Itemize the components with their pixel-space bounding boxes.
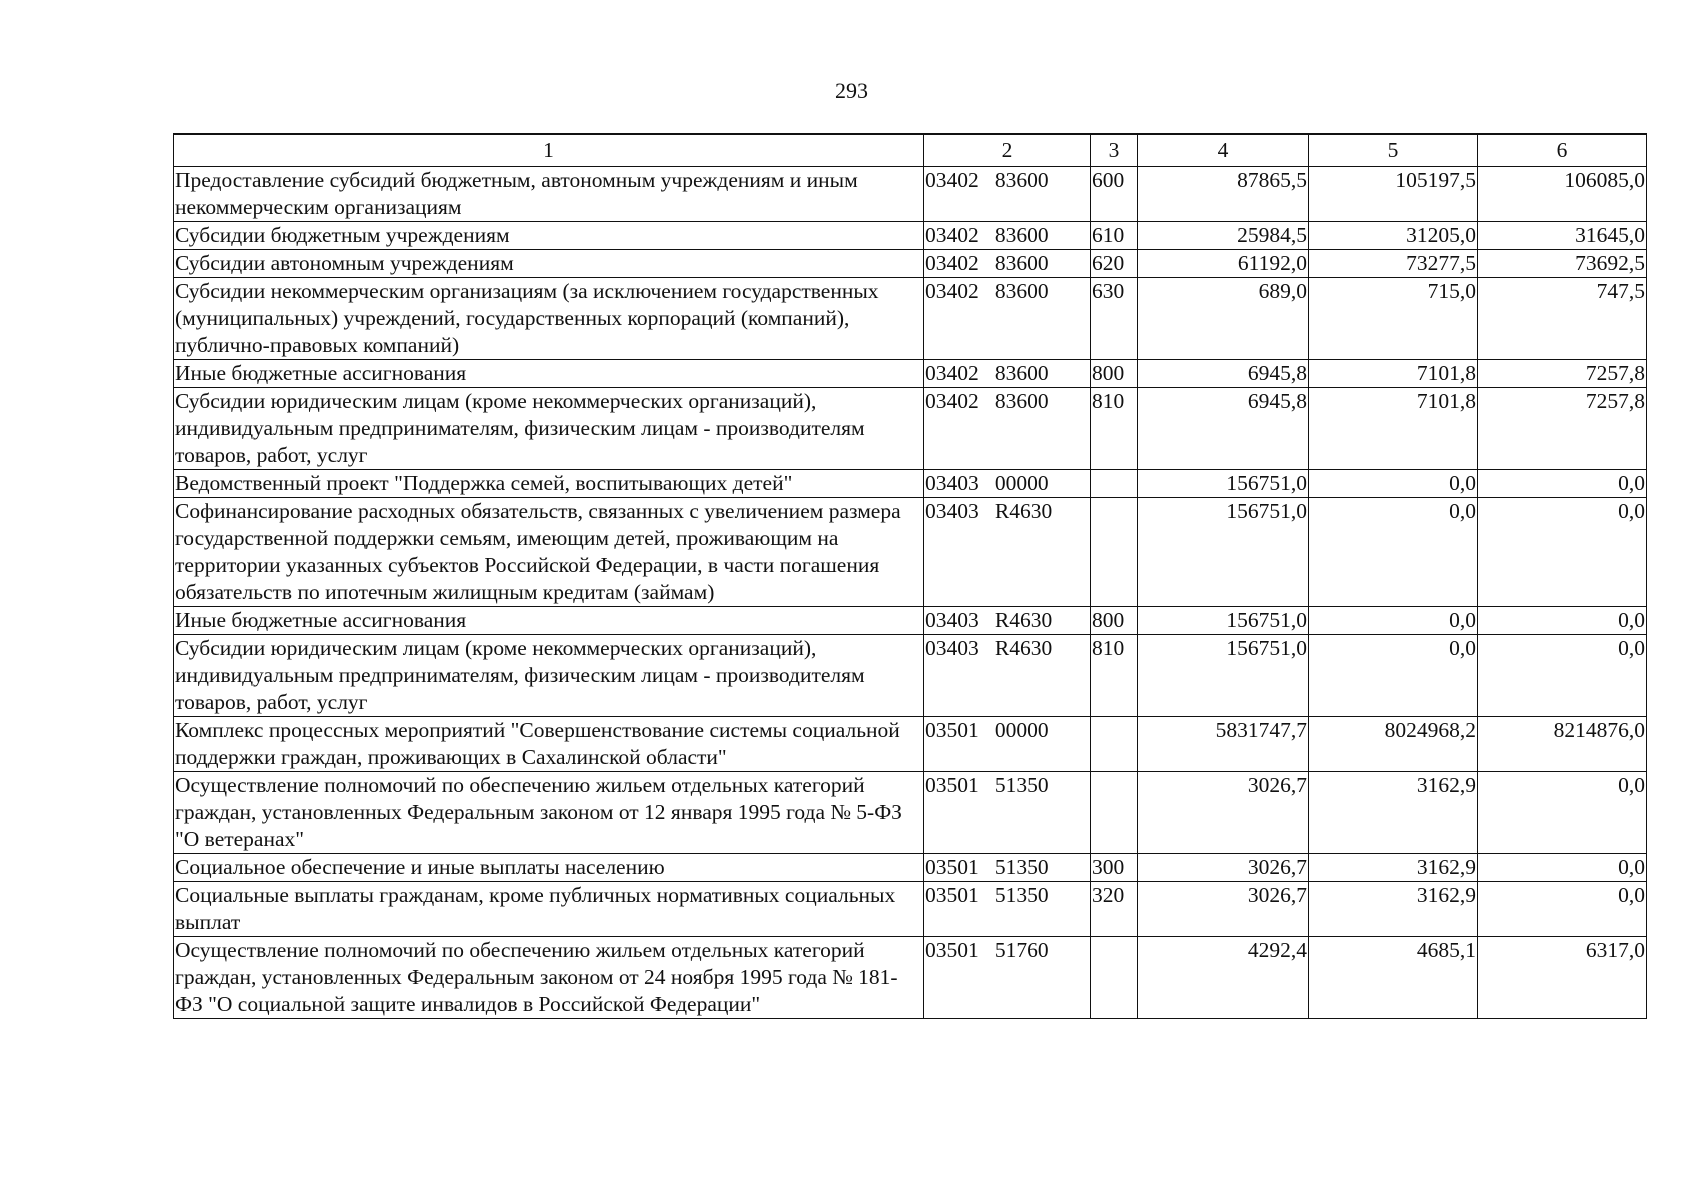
row-name: Субсидии юридическим лицам (кроме некоммерческих организаций), индивидуальным предпринимателям, физическим лицам - производителям товаров, работ, услуг: [174, 635, 924, 717]
row-value-col6: 0,0: [1478, 882, 1647, 937]
row-code: 03402 83600: [924, 250, 1091, 278]
row-value-col5: 7101,8: [1309, 388, 1478, 470]
row-expense-type: 810: [1091, 388, 1138, 470]
header-col-6: 6: [1478, 134, 1647, 167]
row-code: 03403 R4630: [924, 635, 1091, 717]
row-value-col4: 5831747,7: [1138, 717, 1309, 772]
row-name: Осуществление полномочий по обеспечению жильем отдельных категорий граждан, установленных Федеральным законом от 24 ноября 1995 года № 181-ФЗ "О социальной защите инвалидов в Российской Федерации": [174, 937, 924, 1019]
row-expense-type: 800: [1091, 607, 1138, 635]
row-code: 03501 51350: [924, 854, 1091, 882]
row-value-col4: 25984,5: [1138, 222, 1309, 250]
row-name: Софинансирование расходных обязательств, связанных с увеличением размера государственной поддержки семьям, имеющим детей, проживающим на территории указанных субъектов Российской Федерации, в части погашения обязательств по ипотечным жилищным кредитам (займам): [174, 498, 924, 607]
header-row: [174, 134, 1647, 167]
row-code: 03402 83600: [924, 388, 1091, 470]
table-row: [174, 882, 1647, 937]
row-value-col6: 0,0: [1478, 854, 1647, 882]
row-value-col6: 8214876,0: [1478, 717, 1647, 772]
row-name: Социальные выплаты гражданам, кроме публичных нормативных социальных выплат: [174, 882, 924, 937]
table-row: [174, 498, 1647, 607]
table-row: [174, 635, 1647, 717]
table-row: [174, 278, 1647, 360]
row-value-col5: 105197,5: [1309, 167, 1478, 222]
row-value-col4: 156751,0: [1138, 470, 1309, 498]
row-value-col5: 3162,9: [1309, 854, 1478, 882]
row-name: Субсидии юридическим лицам (кроме некоммерческих организаций), индивидуальным предпринимателям, физическим лицам - производителям товаров, работ, услуг: [174, 388, 924, 470]
row-value-col5: 4685,1: [1309, 937, 1478, 1019]
row-value-col4: 3026,7: [1138, 772, 1309, 854]
row-expense-type: [1091, 717, 1138, 772]
row-expense-type: 600: [1091, 167, 1138, 222]
row-name: Осуществление полномочий по обеспечению жильем отдельных категорий граждан, установленных Федеральным законом от 12 января 1995 года № 5-ФЗ "О ветеранах": [174, 772, 924, 854]
row-code: 03501 00000: [924, 717, 1091, 772]
row-code: 03403 R4630: [924, 607, 1091, 635]
row-value-col4: 6945,8: [1138, 360, 1309, 388]
header-col-3: 3: [1091, 134, 1138, 167]
row-value-col4: 689,0: [1138, 278, 1309, 360]
row-value-col6: 7257,8: [1478, 360, 1647, 388]
row-expense-type: 610: [1091, 222, 1138, 250]
row-code: 03501 51760: [924, 937, 1091, 1019]
table-row: [174, 717, 1647, 772]
row-value-col6: 31645,0: [1478, 222, 1647, 250]
row-value-col5: 31205,0: [1309, 222, 1478, 250]
row-value-col4: 3026,7: [1138, 854, 1309, 882]
row-value-col5: 3162,9: [1309, 772, 1478, 854]
row-expense-type: 630: [1091, 278, 1138, 360]
row-value-col5: 0,0: [1309, 635, 1478, 717]
row-code: 03402 83600: [924, 222, 1091, 250]
row-expense-type: 620: [1091, 250, 1138, 278]
table-row: [174, 854, 1647, 882]
row-value-col4: 156751,0: [1138, 607, 1309, 635]
header-col-5: 5: [1309, 134, 1478, 167]
row-code: 03402 83600: [924, 360, 1091, 388]
budget-table: [173, 133, 1647, 1019]
row-code: 03403 00000: [924, 470, 1091, 498]
row-value-col6: 0,0: [1478, 607, 1647, 635]
row-value-col4: 4292,4: [1138, 937, 1309, 1019]
row-value-col5: 73277,5: [1309, 250, 1478, 278]
header-col-4: 4: [1138, 134, 1309, 167]
table-row: [174, 607, 1647, 635]
table-row: [174, 772, 1647, 854]
row-value-col6: 0,0: [1478, 772, 1647, 854]
row-code: 03403 R4630: [924, 498, 1091, 607]
row-value-col4: 156751,0: [1138, 498, 1309, 607]
table-row: [174, 360, 1647, 388]
row-value-col4: 3026,7: [1138, 882, 1309, 937]
row-name: Субсидии автономным учреждениям: [174, 250, 924, 278]
row-name: Иные бюджетные ассигнования: [174, 360, 924, 388]
row-value-col5: 3162,9: [1309, 882, 1478, 937]
row-value-col5: 7101,8: [1309, 360, 1478, 388]
row-name: Ведомственный проект "Поддержка семей, воспитывающих детей": [174, 470, 924, 498]
row-code: 03501 51350: [924, 882, 1091, 937]
table-row: [174, 470, 1647, 498]
row-value-col6: 747,5: [1478, 278, 1647, 360]
header-col-1: 1: [174, 134, 924, 167]
row-value-col5: 0,0: [1309, 498, 1478, 607]
row-value-col6: 6317,0: [1478, 937, 1647, 1019]
row-value-col4: 6945,8: [1138, 388, 1309, 470]
row-code: 03402 83600: [924, 278, 1091, 360]
table-row: [174, 250, 1647, 278]
row-value-col5: 8024968,2: [1309, 717, 1478, 772]
row-value-col5: 0,0: [1309, 470, 1478, 498]
row-expense-type: 810: [1091, 635, 1138, 717]
row-name: Социальное обеспечение и иные выплаты населению: [174, 854, 924, 882]
row-expense-type: 800: [1091, 360, 1138, 388]
row-value-col5: 715,0: [1309, 278, 1478, 360]
row-value-col5: 0,0: [1309, 607, 1478, 635]
table-row: [174, 937, 1647, 1019]
row-value-col6: 0,0: [1478, 470, 1647, 498]
row-value-col6: 106085,0: [1478, 167, 1647, 222]
row-name: Иные бюджетные ассигнования: [174, 607, 924, 635]
row-expense-type: [1091, 498, 1138, 607]
row-value-col6: 0,0: [1478, 498, 1647, 607]
row-name: Предоставление субсидий бюджетным, автономным учреждениям и иным некоммерческим организациям: [174, 167, 924, 222]
table-row: [174, 167, 1647, 222]
row-code: 03501 51350: [924, 772, 1091, 854]
row-name: Комплекс процессных мероприятий "Совершенствование системы социальной поддержки граждан, проживающих в Сахалинской области": [174, 717, 924, 772]
row-value-col6: 7257,8: [1478, 388, 1647, 470]
table-body: [174, 167, 1647, 1019]
row-expense-type: 320: [1091, 882, 1138, 937]
row-code: 03402 83600: [924, 167, 1091, 222]
row-expense-type: [1091, 937, 1138, 1019]
row-value-col6: 0,0: [1478, 635, 1647, 717]
row-value-col6: 73692,5: [1478, 250, 1647, 278]
row-name: Субсидии бюджетным учреждениям: [174, 222, 924, 250]
table-row: [174, 222, 1647, 250]
row-value-col4: 87865,5: [1138, 167, 1309, 222]
row-expense-type: [1091, 772, 1138, 854]
header-col-2: 2: [924, 134, 1091, 167]
page-number: 293: [835, 78, 868, 103]
row-value-col4: 156751,0: [1138, 635, 1309, 717]
row-value-col4: 61192,0: [1138, 250, 1309, 278]
table-row: [174, 388, 1647, 470]
row-name: Субсидии некоммерческим организациям (за исключением государственных (муниципальных) учреждений, государственных корпораций (компаний), публично-правовых компаний): [174, 278, 924, 360]
row-expense-type: 300: [1091, 854, 1138, 882]
row-expense-type: [1091, 470, 1138, 498]
